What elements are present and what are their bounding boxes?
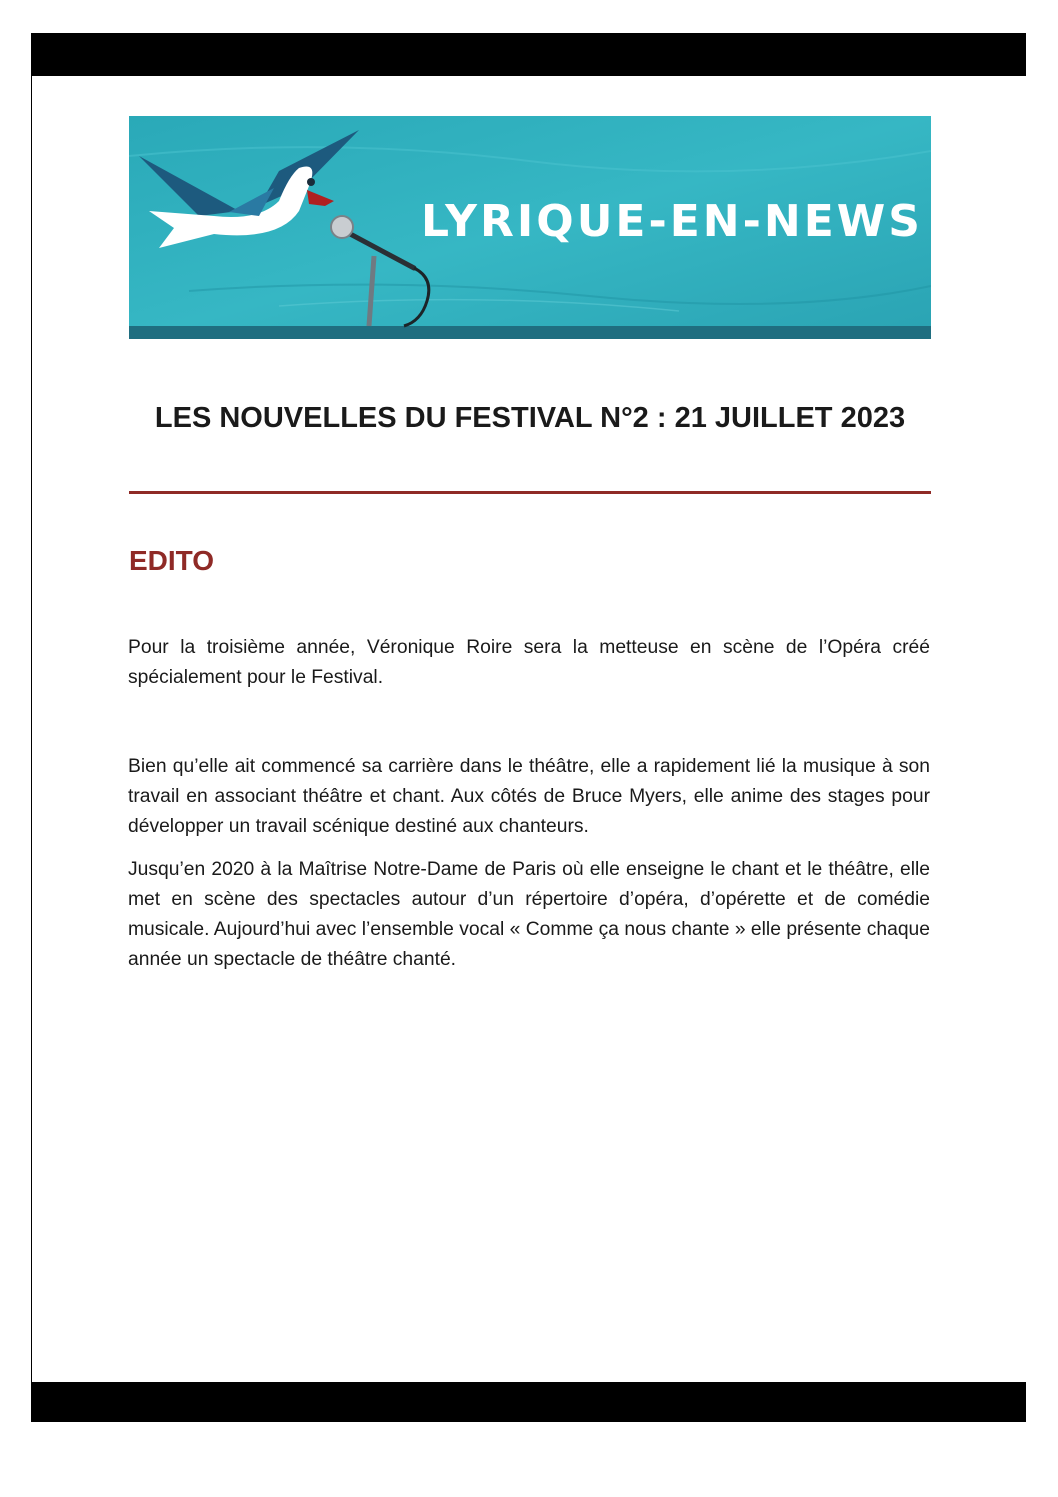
paragraph: Bien qu’elle ait commencé sa carrière dans le théâtre, elle a rapidement lié la musique à son travail en associant théâtre et chant. Aux côtés de Bruce Myers, elle anime des stages pour développer un travail scénique destiné aux chanteurs. [128,756,930,837]
paragraph: Pour la troisième année, Véronique Roire sera la metteuse en scène de l’Opéra créé spécialement pour le Festival. [128,637,930,688]
divider-rule [129,491,931,494]
top-black-bar [31,33,1026,76]
issue-title: LES NOUVELLES DU FESTIVAL N°2 : 21 JUILLET 2023 [154,402,906,434]
banner-bottom-band [129,326,931,339]
section-heading: EDITO [129,545,215,576]
newsletter-banner [129,116,931,339]
banner-title: LYRIQUE-EN-NEWS [421,196,923,247]
bottom-black-bar [31,1382,1026,1422]
paragraph: Jusqu’en 2020 à la Maîtrise Notre-Dame de Paris où elle enseigne le chant et le théâtre, elle met en scène des spectacles autour d’un répertoire d’opéra, d’opérette et de comédie musicale. Aujourd’hui avec l’ensemble vocal « Comme ça nous chante » elle présente chaque année un spectacle de théâtre chanté. [128,859,930,970]
